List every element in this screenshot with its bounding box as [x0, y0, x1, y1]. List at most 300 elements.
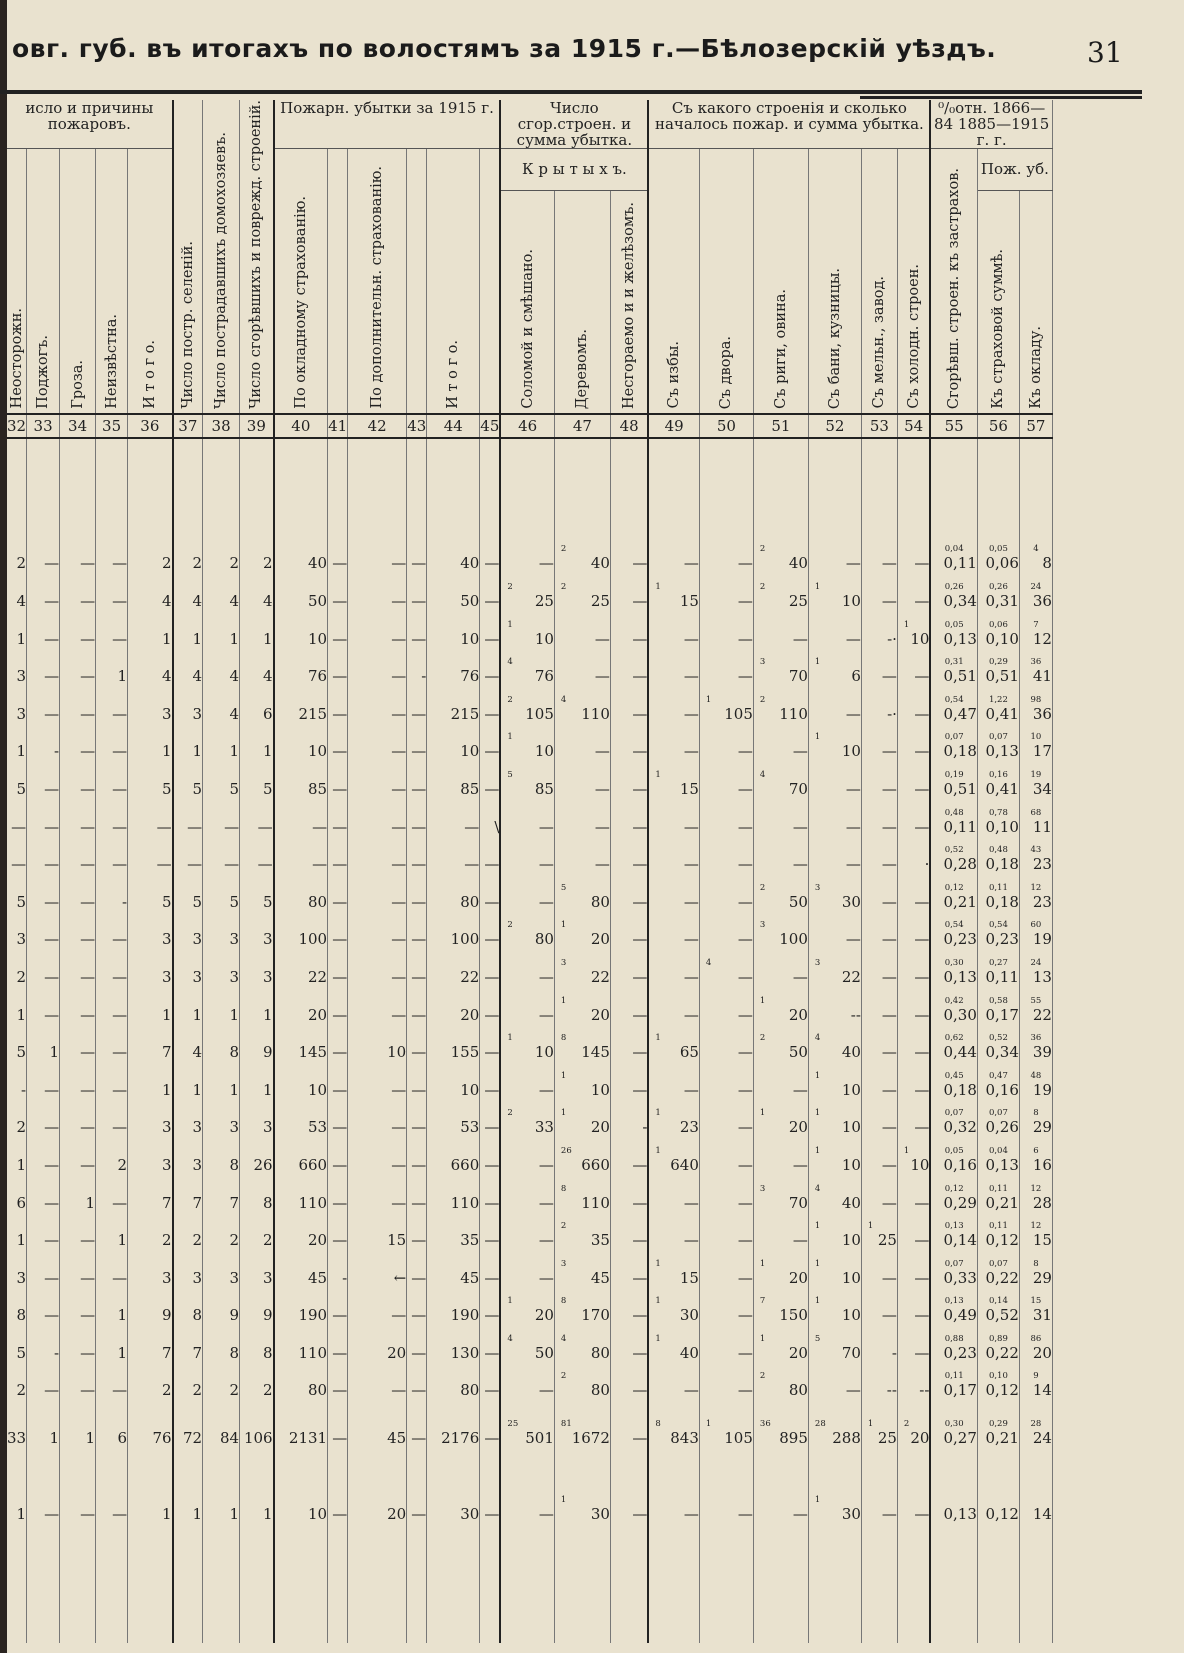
table-cell [348, 1407, 407, 1447]
cell-superscript: 0,13 [944, 1221, 964, 1232]
spacer-cell [930, 1447, 977, 1483]
table-cell [7, 1099, 27, 1137]
table-cell [203, 648, 240, 686]
table-cell [173, 535, 203, 573]
cell-value: 1 [16, 1231, 27, 1250]
cell-value: 30 [841, 892, 861, 911]
cell-superscript: 1 [903, 619, 910, 630]
cell-value: 85 [534, 779, 554, 798]
table-cell [27, 1324, 60, 1362]
cell-value: — [411, 1118, 427, 1137]
cell-value: 10 [460, 742, 480, 761]
cell-value: 1 [85, 1193, 96, 1212]
table-cell [808, 685, 861, 723]
cell-value: 8 [192, 1306, 203, 1325]
cell-value: 0,30 [943, 1005, 977, 1024]
cell-superscript: 1 [867, 1419, 874, 1430]
cell-value: 2 [117, 1155, 128, 1174]
table-cell [554, 1287, 610, 1325]
cell-value: — [112, 1043, 128, 1062]
cell-value: — [484, 742, 500, 761]
cell-value: 110 [581, 704, 610, 723]
cell-value: 10 [460, 629, 480, 648]
cell-value: 40 [841, 1043, 861, 1062]
table-cell [328, 535, 348, 573]
cell-superscript: 25 [507, 1419, 519, 1430]
table-cell [128, 1061, 173, 1099]
table-cell [977, 610, 1019, 648]
spacer-cell [753, 438, 808, 535]
cell-value: 501 [525, 1429, 554, 1448]
table-cell [348, 1249, 407, 1287]
cell-value: — [632, 1193, 648, 1212]
table-cell [128, 986, 173, 1024]
table-cell [60, 648, 96, 686]
cell-value: — [914, 930, 930, 949]
cell-value: 0,18 [943, 742, 977, 761]
cell-value: 1 [192, 742, 203, 761]
cell-superscript: 48 [1030, 1070, 1042, 1081]
cell-value: — [80, 1231, 96, 1250]
spacer-cell [348, 438, 407, 535]
cell-value: 3 [192, 1268, 203, 1287]
table-cell [554, 760, 610, 798]
cell-value: — [484, 592, 500, 611]
cell-value: — [332, 967, 348, 986]
table-cell [648, 648, 699, 686]
cell-value: 0,33 [943, 1268, 977, 1287]
table-cell [96, 1174, 128, 1212]
table-cell [328, 1061, 348, 1099]
cell-value: — [881, 1268, 897, 1287]
column-number: 36 [128, 414, 173, 438]
cell-value: — [44, 1306, 60, 1325]
cell-value: — [632, 1505, 648, 1524]
cell-value: 0,44 [943, 1043, 977, 1062]
cell-value: — [737, 1005, 753, 1024]
cell-value: — [112, 1268, 128, 1287]
cell-value: · [924, 855, 930, 874]
cell-value: 15 [387, 1231, 407, 1250]
table-cell [648, 1287, 699, 1325]
spacer-cell [240, 1523, 274, 1643]
column-label-33: Поджогъ. [35, 335, 52, 409]
cell-value: — [683, 892, 699, 911]
table-cell [128, 685, 173, 723]
table-cell [500, 1212, 554, 1250]
cell-value: — [914, 1118, 930, 1137]
cell-superscript: 0,11 [988, 882, 1008, 893]
cell-value: 3 [263, 930, 273, 949]
cell-superscript: 0,48 [988, 845, 1008, 856]
cell-value: — [332, 1429, 348, 1448]
column-header-43 [407, 149, 427, 414]
table-cell [348, 1136, 407, 1174]
cell-value: — [80, 1043, 96, 1062]
cell-superscript: 1 [655, 1296, 661, 1307]
cell-value: — [632, 1429, 648, 1448]
table-cell [240, 1324, 274, 1362]
cell-value: 0,27 [943, 1429, 977, 1448]
table-cell [173, 610, 203, 648]
cell-superscript: 0,45 [944, 1070, 964, 1081]
cell-value: 0,12 [985, 1231, 1019, 1250]
table-cell [60, 610, 96, 648]
spacer-cell [1019, 1399, 1052, 1407]
table-cell [173, 1362, 203, 1400]
table-cell [897, 1287, 930, 1325]
table-cell [808, 873, 861, 911]
table-cell [500, 1099, 554, 1137]
table-cell [203, 723, 240, 761]
cell-value: — [914, 1268, 930, 1287]
cell-superscript: 2 [759, 544, 766, 555]
column-number: 48 [610, 414, 648, 438]
cell-value: 215 [298, 704, 328, 723]
cell-value: — [112, 1080, 128, 1099]
cell-value: 3 [16, 667, 27, 686]
table-cell [930, 648, 977, 686]
cell-superscript: 1 [814, 1495, 821, 1506]
cell-value: 4 [192, 592, 203, 611]
table-cell [699, 685, 753, 723]
cell-value: — [914, 817, 930, 836]
table-cell [427, 760, 480, 798]
table-cell [274, 1407, 328, 1447]
cell-value: 35 [460, 1231, 480, 1250]
cell-value: 8 [229, 1043, 240, 1062]
table-cell [348, 572, 407, 610]
table-cell [699, 535, 753, 573]
cell-superscript: 2 [507, 920, 513, 931]
table-cell [930, 1362, 977, 1400]
cell-value: — [332, 1381, 348, 1400]
cell-value: 7 [162, 1193, 172, 1212]
spacer-cell [861, 438, 897, 535]
spacer-cell [274, 1447, 328, 1483]
cell-value: — [484, 1268, 500, 1287]
cell-value: 20 [590, 930, 610, 949]
table-cell [7, 610, 27, 648]
table-cell [753, 1136, 808, 1174]
table-cell [128, 760, 173, 798]
table-cell [610, 798, 648, 836]
cell-value: — [538, 1155, 554, 1174]
column-header-36 [128, 149, 173, 414]
table-cell [203, 836, 240, 874]
table-cell [348, 1483, 407, 1523]
cell-value: 9 [229, 1306, 240, 1325]
table-cell [753, 572, 808, 610]
table-cell [648, 610, 699, 648]
cell-value: - [642, 1118, 648, 1137]
column-label-35: Неизвѣстна. [103, 314, 120, 409]
cell-value: — [112, 1381, 128, 1400]
cell-value: 1672 [571, 1429, 610, 1448]
table-cell [554, 948, 610, 986]
cell-value: — [737, 667, 753, 686]
table-cell [328, 1407, 348, 1447]
table-cell [173, 1024, 203, 1062]
table-cell [753, 1212, 808, 1250]
cell-superscript: 3 [814, 882, 821, 893]
table-cell [60, 1174, 96, 1212]
cell-value: 1 [117, 667, 128, 686]
table-cell [1019, 1024, 1052, 1062]
cell-value: 105 [525, 704, 554, 723]
cell-value: — [484, 667, 500, 686]
table-cell [60, 1212, 96, 1250]
table-cell [128, 1024, 173, 1062]
cell-value: — [881, 592, 897, 611]
table-cell [610, 1174, 648, 1212]
cell-value: — [80, 1306, 96, 1325]
column-label-44: И т о г о. [445, 340, 462, 409]
table-cell [753, 685, 808, 723]
table-cell [554, 572, 610, 610]
cell-value: 145 [298, 1043, 328, 1062]
table-cell [348, 1024, 407, 1062]
table-cell [60, 798, 96, 836]
table-cell [328, 1483, 348, 1523]
cell-superscript: 0,11 [988, 1221, 1008, 1232]
cell-superscript: 1 [507, 619, 513, 630]
cell-value: 0,31 [985, 592, 1019, 611]
table-cell [648, 1061, 699, 1099]
cell-value: — [538, 967, 554, 986]
cell-superscript: 36 [759, 1419, 771, 1430]
spacer-cell [240, 1399, 274, 1407]
cell-value: 0,12 [985, 1505, 1019, 1524]
table-cell [203, 1362, 240, 1400]
column-number: 49 [648, 414, 699, 438]
cell-value: 1 [192, 1080, 203, 1099]
table-cell [203, 911, 240, 949]
table-cell [753, 986, 808, 1024]
cell-value: 0,11 [985, 967, 1019, 986]
table-cell [808, 572, 861, 610]
cell-value: 1 [49, 1429, 60, 1448]
cell-value: 8 [229, 1155, 240, 1174]
column-label-57: Къ окладу. [1027, 326, 1044, 409]
column-number-row [7, 414, 1052, 438]
cell-value: 10 [841, 1155, 861, 1174]
cell-value: — [484, 1193, 500, 1212]
cell-value: — [881, 1306, 897, 1325]
cell-value: — [737, 554, 753, 573]
spacer-cell [500, 1447, 554, 1483]
cell-value: — [112, 1005, 128, 1024]
column-label-47: Деревомъ. [574, 328, 591, 409]
table-cell [897, 685, 930, 723]
cell-value: 31 [1032, 1306, 1052, 1325]
header-rule [0, 90, 1142, 94]
column-header-46 [500, 190, 554, 414]
cell-value: 0,28 [943, 855, 977, 874]
table-cell [203, 948, 240, 986]
cell-value: — [632, 1155, 648, 1174]
table-cell [96, 948, 128, 986]
cell-value: 100 [450, 930, 480, 949]
table-cell [500, 648, 554, 686]
table-cell [977, 873, 1019, 911]
cell-value: — [683, 1005, 699, 1024]
table-cell [7, 1136, 27, 1174]
cell-superscript: 12 [1030, 882, 1042, 893]
cell-superscript: 55 [1030, 995, 1042, 1006]
cell-value: — [391, 592, 407, 611]
cell-value: 1 [263, 629, 273, 648]
table-cell [897, 723, 930, 761]
table-cell [96, 1483, 128, 1523]
cell-value: 0,13 [943, 629, 977, 648]
column-number: 52 [808, 414, 861, 438]
table-cell [348, 723, 407, 761]
table-cell [407, 1212, 427, 1250]
cell-value: 2 [162, 1231, 172, 1250]
cell-value: — [257, 855, 273, 874]
table-cell [699, 1024, 753, 1062]
cell-superscript: 1 [655, 1333, 661, 1344]
table-cell [648, 535, 699, 573]
cell-superscript: 0,13 [944, 1296, 964, 1307]
cell-value: — [737, 1231, 753, 1250]
cell-value: 2 [229, 1231, 240, 1250]
cell-value: 17 [1032, 742, 1052, 761]
cell-value: -· [887, 704, 897, 723]
table-cell [7, 1287, 27, 1325]
cell-value: 1 [263, 1005, 273, 1024]
cell-superscript: 5 [507, 769, 513, 780]
cell-value: — [737, 1306, 753, 1325]
cell-value: 7 [162, 1343, 172, 1362]
cell-value: 3 [162, 930, 172, 949]
table-cell [60, 572, 96, 610]
table-cell [128, 535, 173, 573]
table-cell [60, 948, 96, 986]
cell-value: 12 [1032, 629, 1052, 648]
table-cell [128, 723, 173, 761]
cell-value: 6 [263, 704, 273, 723]
table-cell [554, 986, 610, 1024]
cell-value: 7 [162, 1043, 172, 1062]
cell-value: 80 [788, 1381, 808, 1400]
table-cell [1019, 760, 1052, 798]
cell-superscript: 1 [814, 1145, 821, 1156]
table-cell [897, 1362, 930, 1400]
table-cell [648, 760, 699, 798]
cell-value: — [80, 1080, 96, 1099]
spacer-cell [861, 1447, 897, 1483]
spacer-cell [808, 1447, 861, 1483]
table-cell [60, 836, 96, 874]
table-cell [427, 1136, 480, 1174]
table-cell [427, 1212, 480, 1250]
cell-superscript: 3 [759, 1183, 766, 1194]
cell-value: 2 [16, 1118, 27, 1137]
cell-value: — [44, 779, 60, 798]
table-cell [648, 798, 699, 836]
table-cell [60, 911, 96, 949]
table-cell [27, 911, 60, 949]
table-cell [753, 648, 808, 686]
table-cell [173, 1136, 203, 1174]
group-header-origin [648, 100, 930, 149]
cell-value: — [484, 629, 500, 648]
cell-value: — [80, 1505, 96, 1524]
cell-value: 110 [298, 1193, 328, 1212]
table-cell [407, 1362, 427, 1400]
cell-value: 288 [832, 1429, 861, 1448]
cell-value: 45 [590, 1268, 610, 1287]
table-cell [930, 911, 977, 949]
table-cell [240, 1287, 274, 1325]
cell-value: 0,23 [943, 930, 977, 949]
table-cell [427, 911, 480, 949]
table-cell [699, 873, 753, 911]
cell-value: 2131 [288, 1429, 328, 1448]
table-cell [203, 1249, 240, 1287]
cell-value: — [737, 930, 753, 949]
table-cell [897, 1249, 930, 1287]
cell-value: 15 [1032, 1231, 1052, 1250]
cell-value: 14 [1032, 1505, 1052, 1524]
table-row [7, 798, 1052, 836]
table-cell [60, 760, 96, 798]
cell-value: 106 [243, 1429, 273, 1448]
column-label-53: Съ мельн., завод. [871, 276, 888, 409]
table-cell [500, 572, 554, 610]
cell-value: - [891, 1343, 897, 1362]
cell-value: 2 [263, 554, 273, 573]
column-label-56: Къ страховой суммѣ. [990, 249, 1007, 409]
column-header-40 [274, 149, 328, 414]
spacer-cell [96, 1399, 128, 1407]
spacer-cell [274, 1399, 328, 1407]
cell-value: - [54, 1343, 60, 1362]
table-cell [930, 610, 977, 648]
cell-value: 2 [16, 967, 27, 986]
cell-value: 10 [841, 1306, 861, 1325]
cell-value: — [737, 1381, 753, 1400]
cell-value: 1 [192, 1005, 203, 1024]
cell-value: 80 [460, 892, 480, 911]
cell-value: — [737, 1118, 753, 1137]
table-cell [203, 1407, 240, 1447]
spacer-cell [977, 438, 1019, 535]
table-cell [7, 1483, 27, 1523]
cell-value: — [737, 592, 753, 611]
cell-value: 1 [117, 1306, 128, 1325]
spacer-cell [699, 1399, 753, 1407]
cell-value: — [187, 855, 203, 874]
cell-value: — [391, 1118, 407, 1137]
table-cell [173, 873, 203, 911]
cell-value: 0,23 [943, 1343, 977, 1362]
cell-superscript: 0,07 [988, 732, 1008, 743]
table-cell [699, 648, 753, 686]
cell-value: — [484, 554, 500, 573]
cell-value: 80 [308, 892, 328, 911]
table-cell [240, 836, 274, 874]
cell-superscript: 12 [1030, 1221, 1042, 1232]
cell-value: 30 [460, 1505, 480, 1524]
cell-value: — [44, 1505, 60, 1524]
table-cell [348, 798, 407, 836]
cell-value: — [80, 967, 96, 986]
table-cell [480, 648, 501, 686]
cell-value: 8 [263, 1193, 273, 1212]
